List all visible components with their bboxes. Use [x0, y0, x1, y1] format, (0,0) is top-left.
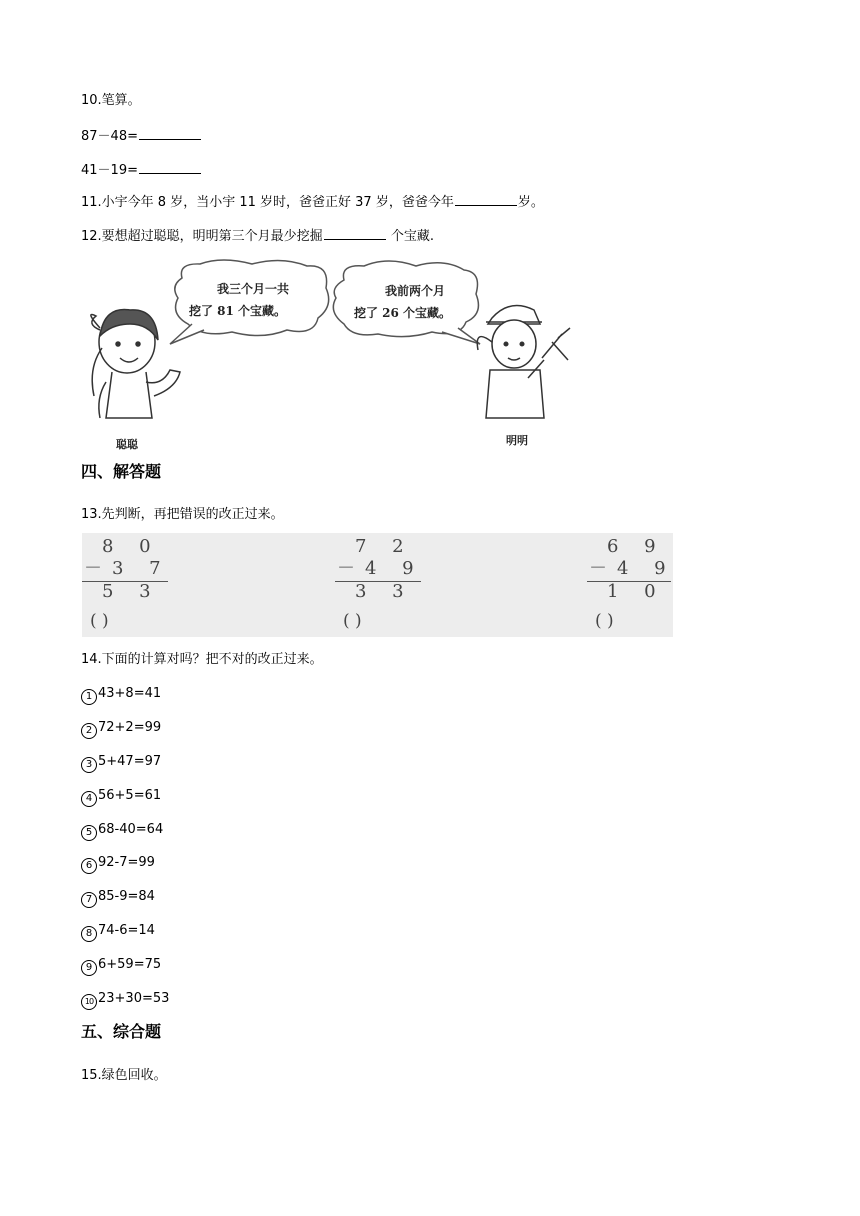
calc-subtrahend: －4 9	[589, 558, 676, 579]
bubble-right-line2: 挖了 26 个宝藏。	[354, 306, 452, 320]
item-number-badge: 9	[81, 960, 97, 976]
speech-bubble-left	[175, 260, 329, 336]
q14-equation: 68-40=64	[98, 822, 164, 837]
q10-eq1	[81, 126, 202, 146]
q14-title: 14.下面的计算对吗？把不对的改正过来。	[81, 652, 323, 667]
item-number-badge: 2	[81, 723, 97, 739]
q14-item	[81, 753, 161, 773]
name-left: 聪聪	[116, 438, 138, 451]
q14-item	[81, 685, 161, 705]
q11-suffix: 岁。	[517, 195, 544, 210]
item-number-badge: 10	[81, 994, 97, 1010]
q10-title: 10.笔算。	[81, 93, 141, 108]
q14-item	[81, 956, 161, 976]
item-number-badge: 6	[81, 858, 97, 874]
q10-eq2-text: 41－19=	[81, 163, 138, 178]
q14-item	[81, 888, 155, 908]
calc-minuend: 8 0	[102, 536, 161, 557]
section-4-heading: 四、解答题	[81, 462, 162, 481]
q14-item	[81, 719, 161, 739]
vertical-calc-strip	[82, 533, 676, 637]
bubble-left-line1: 我三个月一共	[217, 282, 290, 296]
judge-paren[interactable]: ( )	[343, 611, 362, 631]
name-right: 明明	[506, 434, 528, 447]
cartoon-svg	[82, 258, 582, 453]
q14-item	[81, 821, 163, 841]
vertical-calc-1	[82, 533, 192, 637]
calc-minuend: 6 9	[607, 536, 666, 557]
q14-item	[81, 990, 169, 1010]
q14-item	[81, 854, 155, 874]
q14-equation: 74-6=14	[98, 923, 155, 938]
q14-equation: 56+5=61	[98, 788, 162, 803]
calc-subtrahend: －4 9	[337, 558, 424, 579]
judge-paren[interactable]: ( )	[595, 611, 614, 631]
item-number-badge: 1	[81, 689, 97, 705]
q12-suffix: 个宝藏.	[386, 229, 434, 244]
bubble-right-line1: 我前两个月	[385, 284, 446, 298]
calc-minuend: 7 2	[355, 536, 414, 557]
q10-eq1-text: 87－48=	[81, 129, 138, 144]
item-number-badge: 5	[81, 825, 97, 841]
girl-figure	[91, 310, 180, 418]
q12	[81, 226, 434, 246]
bubble-left-line2: 挖了 81 个宝藏。	[189, 304, 287, 318]
q10-eq2	[81, 160, 202, 180]
section-5-heading: 五、综合题	[81, 1022, 162, 1041]
calc-result: 3 3	[355, 581, 414, 602]
item-number-badge: 3	[81, 757, 97, 773]
vertical-calc-3	[587, 533, 697, 637]
item-number-badge: 8	[81, 926, 97, 942]
q14-equation: 72+2=99	[98, 720, 162, 735]
calc-result: 1 0	[607, 581, 666, 602]
item-number-badge: 4	[81, 791, 97, 807]
calc-result: 5 3	[102, 581, 161, 602]
answer-blank[interactable]	[455, 192, 517, 206]
q11	[81, 192, 544, 212]
q11-text: 11.小宇今年 8 岁，当小宇 11 岁时，爸爸正好 37 岁，爸爸今年	[81, 195, 454, 210]
q14-equation: 23+30=53	[98, 991, 170, 1006]
q12-illustration	[82, 258, 582, 453]
calc-subtrahend: －3 7	[84, 558, 171, 579]
item-number-badge: 7	[81, 892, 97, 908]
q14-equation: 43+8=41	[98, 686, 162, 701]
vertical-calc-2	[335, 533, 445, 637]
q14-item	[81, 922, 155, 942]
judge-paren[interactable]: ( )	[90, 611, 109, 631]
answer-blank[interactable]	[324, 226, 386, 240]
q13-title: 13.先判断，再把错误的改正过来。	[81, 507, 284, 522]
q14-equation: 6+59=75	[98, 957, 162, 972]
speech-bubble-right	[333, 261, 478, 337]
q12-text: 12.要想超过聪聪，明明第三个月最少挖掘	[81, 229, 323, 244]
q15-title: 15.绿色回收。	[81, 1068, 167, 1083]
answer-blank[interactable]	[139, 126, 201, 140]
boy-figure	[477, 306, 570, 419]
q14-item	[81, 787, 161, 807]
q14-equation: 85-9=84	[98, 889, 155, 904]
q14-equation: 5+47=97	[98, 754, 162, 769]
answer-blank[interactable]	[139, 160, 201, 174]
q14-equation: 92-7=99	[98, 855, 155, 870]
